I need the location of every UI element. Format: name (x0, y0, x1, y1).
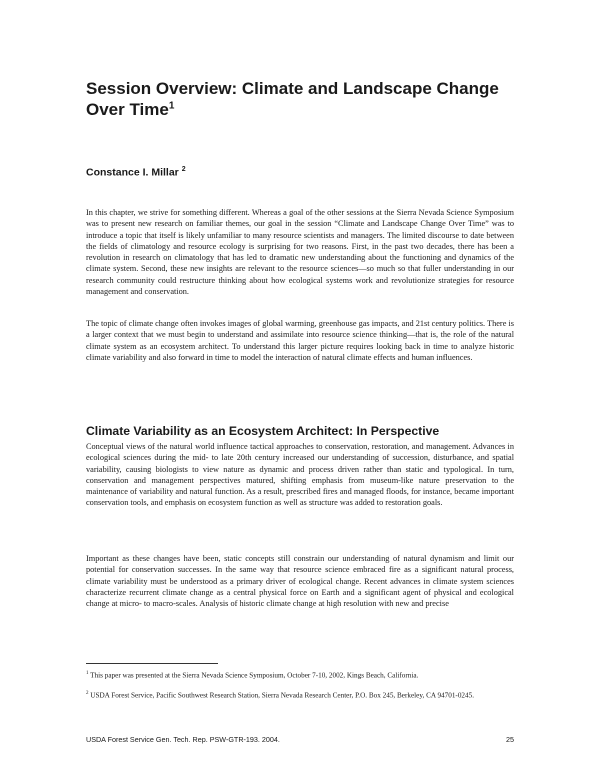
page-number: 25 (506, 735, 514, 744)
footnote-divider (86, 663, 218, 664)
intro-paragraph-1: In this chapter, we strive for something different. Whereas a goal of the other sessions at the Sierra Nevada Science Symposium was to present new research on familiar themes, our goal in the session “Climate and Landscape Change Over Time” was to introduce a topic that itself is likely unfamiliar to many resource scientists and managers. The limited discourse to date between the fields of climatology and resource ecology is surprising for two reasons. First, in the past two decades, there has been a revolution in research on climatology that has led to dramatic new understanding about the functioning and dynamics of the climate system. Second, these new insights are relevant to the resource sciences—so much so that fuller understanding in our research community could restructure thinking about how ecological systems work and revolutionize strategies for resource management and conservation. (86, 208, 514, 297)
page-title (86, 78, 526, 120)
footnote-1-text: This paper was presented at the Sierra Nevada Science Symposium, October 7-10, 2002, Kings Beach, California. (90, 671, 419, 680)
intro-paragraph-2: The topic of climate change often invokes images of global warming, greenhouse gas impacts, and 21st century politics. There is a larger context that we must begin to understand and assimilate into resource science thinking—that is, the role of the natural climate system as an ecosystem architect. To understand this larger picture requires looking back in time to analyze historic climate variability and also forward in time to model the interaction of natural climate effects and human influences. (86, 319, 514, 362)
title-footnote-mark: 1 (168, 100, 175, 112)
footnote-2 (86, 689, 514, 701)
section-paragraph-2: Important as these changes have been, static concepts still constrain our understanding of natural dynamism and limit our potential for conservation successes. In the same way that resource science embraced fire as a significant natural process, climate variability must be understood as a primary driver of ecological change. Recent advances in climate system sciences characterize recurrent climate change as a central physical force on Earth and a significant agent of physical and ecological change at micro- to macro-scales. Analysis of historic climate change at high resolution with new and precise (86, 554, 514, 609)
footnote-1 (86, 669, 514, 681)
author-name: Constance I. Millar (86, 166, 179, 179)
footer-source: USDA Forest Service Gen. Tech. Rep. PSW-GTR-193. 2004. (86, 735, 280, 744)
author-footnote-mark: 2 (181, 166, 186, 173)
author-line (86, 163, 186, 180)
title-text: Session Overview: Climate and Landscape Change Over Time (86, 79, 499, 119)
footnote-2-text: USDA Forest Service, Pacific Southwest Research Station, Sierra Nevada Research Center, P.O. Box 245, Berkeley, CA 94701-0245. (90, 691, 474, 700)
footnote-1-mark: 1 (86, 671, 89, 676)
footnote-2-mark: 2 (86, 691, 89, 696)
section-paragraph-1: Conceptual views of the natural world influence tactical approaches to conservation, restoration, and management. Advances in ecological sciences during the mid- to late 20th century increased our understanding of succession, disturbance, and spatial variability, causing biologists to view nature as dynamic and process driven rather than static and typological. In turn, conservation and management perspectives matured, shifting emphasis from museum-like nature preservation to the maintenance of variability and natural function. As a result, prescribed fires and managed floods, for instance, became important conservation tools, and emphasis on ecosystem function as well as structure was added to restoration goals. (86, 442, 514, 508)
section-heading: Climate Variability as an Ecosystem Architect: In Perspective (86, 424, 440, 438)
